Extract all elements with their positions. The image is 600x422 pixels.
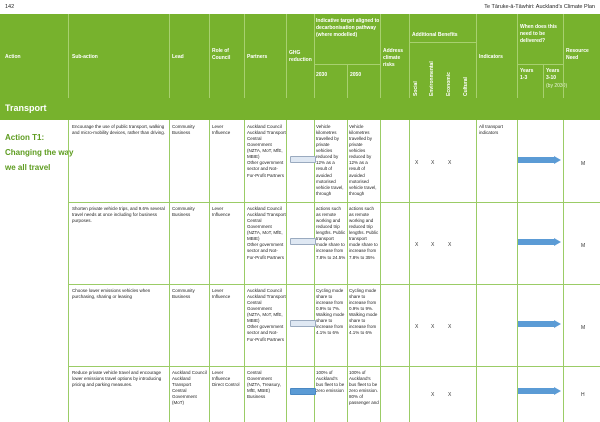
benefit-environmental: X (431, 242, 435, 248)
partners-cell: Central Government (NZTA, Treasury, MfE, MBIE) Business (247, 370, 281, 400)
resource-need: M (581, 325, 586, 331)
benefit-environmental: X (431, 392, 435, 398)
col-by-2030: (by 2030) (546, 83, 568, 89)
action-label: Action T1: (5, 133, 45, 142)
table-row (69, 202, 600, 285)
col-role: Role of Council (212, 48, 231, 61)
lead-cell: Community Business (172, 206, 195, 218)
timeline-arrow-icon (554, 320, 561, 328)
col-years-1-3: Years 1-3 (520, 68, 534, 81)
benefit-social: X (415, 324, 419, 330)
benefit-economic: X (448, 160, 452, 166)
timeline-bar (518, 321, 554, 327)
section-title: Transport (5, 103, 47, 113)
col-address-climate-risks: Address climate risks (383, 48, 404, 68)
table-row (69, 284, 600, 367)
col-action: Action (5, 54, 21, 60)
timeline-arrow-icon (554, 156, 561, 164)
col-resource-need: Resource Need (566, 48, 589, 61)
role-cell: Lever Influence (212, 124, 231, 136)
target-2050: 100% of Auckland’s bus fleet to be zero emission. 80% of passenger and (349, 370, 379, 406)
col-ghg: GHG reduction (289, 50, 312, 63)
partners-cell: Auckland Council Auckland Transport Central Government (NZTA, MoT, MfE, MBIE) Other government sector and Not- For-Profit Partners (247, 206, 286, 260)
benefit-environmental: X (431, 160, 435, 166)
table-row (69, 366, 600, 422)
page-number: 142 (5, 4, 15, 10)
ghg-bar (290, 156, 316, 163)
benefit-environmental: X (431, 324, 435, 330)
timeline-arrow-icon (554, 238, 561, 246)
ghg-bar (290, 388, 316, 395)
timeline-arrow-icon (554, 387, 561, 395)
col-additional-benefits: Additional Benefits (412, 32, 458, 38)
col-years-3-10: Years 3-10 (546, 68, 560, 81)
section-bar (0, 98, 600, 120)
benefit-economic: X (448, 392, 452, 398)
indicators-cell: All transport indicators (479, 124, 504, 136)
timeline-bar (518, 388, 554, 394)
sub-action-text: Choose lower emissions vehicles when purchasing, sharing or leasing (72, 288, 151, 300)
col-lead: Lead (172, 54, 184, 60)
ghg-bar (290, 238, 316, 245)
document-title: Te Tāruke-ā-Tāwhiri: Auckland’s Climate Plan (484, 4, 595, 10)
partners-cell: Auckland Council Auckland Transport Central Government (NZTA, MoT, MfE, MBIE) Other government sector and Not- For-Profit Partners (247, 288, 286, 342)
col-when-delivered: When does this need to be delivered? (520, 24, 557, 44)
col-sub-action: Sub-action (72, 54, 98, 60)
target-2050: actions such as remote working and reduced trip lengths. Public transport mode share to increase from 7.8% to 35% (349, 206, 379, 260)
target-2050: Cycling mode share to increase from 0.9% to 9%. Walking mode share to increase from 4.1% to 6% (349, 288, 378, 336)
role-cell: Lever Influence (212, 206, 231, 218)
col-cultural: Cultural (463, 77, 469, 96)
action-name-line-1: Changing the way (5, 148, 74, 158)
role-cell: Lever Influence (212, 288, 231, 300)
page-header (0, 0, 600, 14)
resource-need: H (581, 392, 585, 398)
target-2030: 100% of Auckland’s bus fleet to be zero emission (316, 370, 345, 394)
table-header (0, 14, 600, 98)
col-social: Social (413, 81, 419, 96)
lead-cell: Community Business (172, 124, 195, 136)
timeline-bar (518, 157, 554, 163)
sub-action-text: Encourage the use of public transport, walking and micro-mobility devices, rather than driving. (72, 124, 166, 136)
benefit-economic: X (448, 324, 452, 330)
col-environmental: Environmental (429, 61, 435, 96)
target-2030: Vehicle kilometres travelled by private vehicles reduced by 12% as a result of avoided motorised vehicle travel, through (316, 124, 344, 196)
benefit-economic: X (448, 242, 452, 248)
col-2050: 2050 (350, 72, 362, 78)
target-2030: actions such as remote working and reduced trip lengths. Public transport mode share to increase from 7.8% to 24.5% (316, 206, 346, 260)
lead-cell: Auckland Council Auckland Transport Central Government (MoT) (172, 370, 207, 406)
col-2030: 2030 (316, 72, 328, 78)
benefit-social: X (415, 160, 419, 166)
timeline-bar (518, 239, 554, 245)
sub-action-text: Reduce private vehicle travel and encourage lower emissions travel options by introducing pricing and parking measures. (72, 370, 162, 388)
partners-cell: Auckland Council Auckland Transport Central Government (NZTA, MoT, MfE, MBIE) Other government sector and Not- For-Profit Partners (247, 124, 286, 178)
col-partners: Partners (247, 54, 268, 60)
col-indicative-target: Indicative target aligned to decarbonisation pathway (where modelled) (316, 18, 380, 38)
benefit-social: X (415, 242, 419, 248)
action-title (5, 130, 73, 176)
col-economic: Economic (446, 72, 452, 96)
action-name-line-2: we all travel (5, 163, 51, 173)
table-row (69, 120, 600, 203)
target-2030: Cycling mode share to increase from 0.9% to 7%. Walking mode share to increase from 4.1% to 6% (316, 288, 345, 336)
target-2050: Vehicle kilometres travelled by private vehicles reduced by 12% as a result of avoided motorised vehicle travel, through (349, 124, 377, 196)
resource-need: M (581, 243, 586, 249)
sub-action-text: Shorten private vehicle trips, and 9.6% several travel needs at once including for business purposes. (72, 206, 165, 224)
col-indicators: Indicators (479, 54, 503, 60)
ghg-bar (290, 320, 316, 327)
resource-need: M (581, 161, 586, 167)
lead-cell: Community Business (172, 288, 195, 300)
role-cell: Lever Influence Direct Control (212, 370, 240, 388)
